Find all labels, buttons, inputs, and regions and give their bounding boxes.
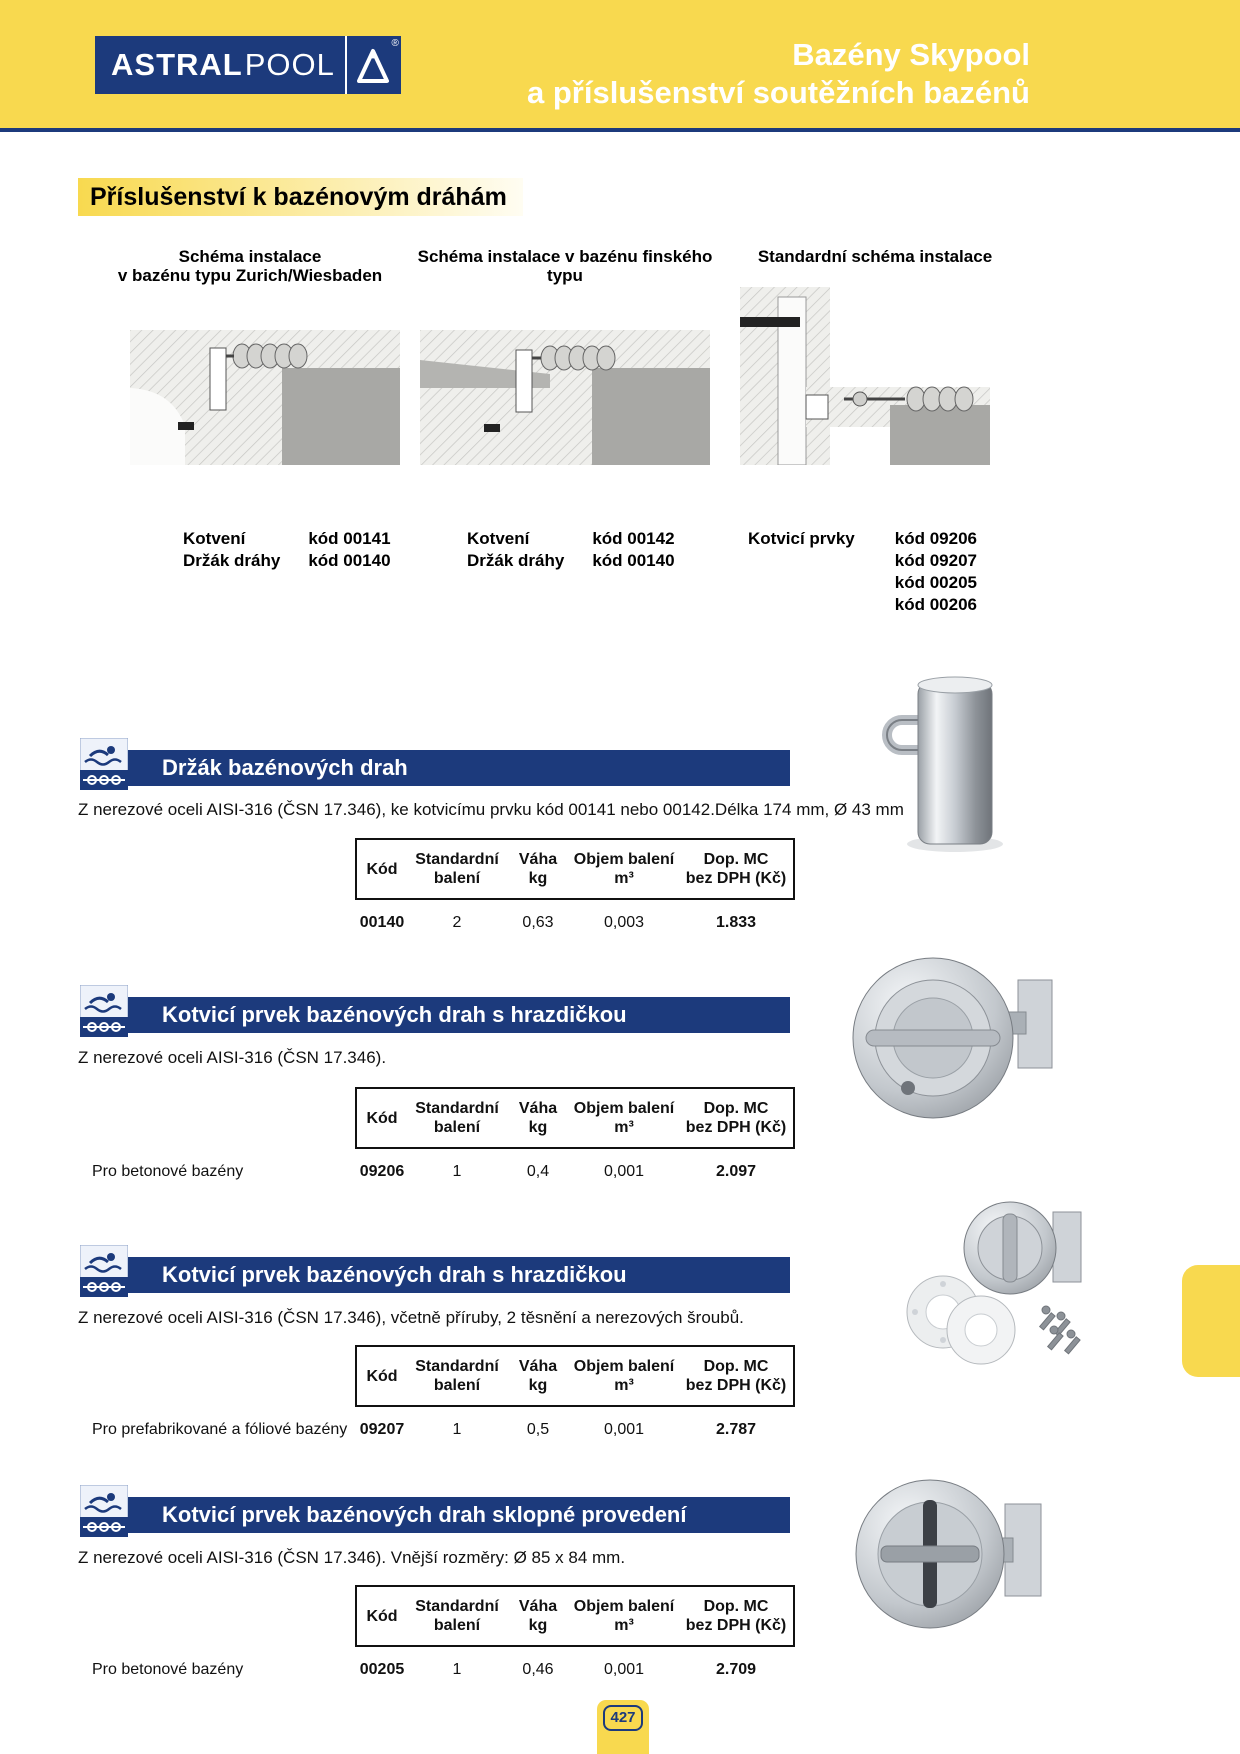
col-header-cena: Dop. MC bez DPH (Kč) [685,1100,787,1136]
col-header-vaha: Váha kg [518,1100,558,1136]
swimmer-lane-icon [80,1485,128,1537]
product-description-2: Z nerezové oceli AISI-316 (ČSN 17.346). [78,1048,387,1067]
product-table-3 [90,1345,810,1439]
page-title-line2: a příslušenství soutěžních bazénů [526,75,1030,110]
product-header-4 [128,1497,790,1533]
cell-baleni: 1 [452,1661,462,1678]
product-photo-anchor-flange [895,1200,1100,1375]
cell-kod: 00205 [359,1661,405,1678]
cell-cena: 2.709 [715,1661,757,1678]
col-header-cena: Dop. MC bez DPH (Kč) [685,851,787,887]
installation-diagram-finnish [420,330,710,470]
swimmer-lane-icon [80,985,128,1037]
row-label: Pro prefabrikované a fóliové bazény [92,1421,348,1438]
label-code: kód 00142 [592,529,675,548]
page-number: 427 [603,1705,642,1731]
col-header-vaha: Váha kg [518,1358,558,1394]
logo-divider [345,36,347,94]
product-table-4 [90,1585,810,1679]
product-header-2 [128,997,790,1033]
label-code: kód 00205 [894,573,977,592]
cell-baleni: 2 [452,914,462,931]
table-header [355,1345,795,1407]
cell-objem: 0,001 [603,1661,645,1678]
col-header-baleni: Standardní balení [415,1100,499,1136]
product-table-2 [90,1087,810,1181]
col-header-baleni: Standardní balení [415,1358,499,1394]
label-code: kód 00140 [592,551,675,570]
col-header-vaha: Váha kg [518,851,558,887]
product-description-4: Z nerezové oceli AISI-316 (ČSN 17.346). Vnější rozměry: Ø 85 x 84 mm. [78,1548,626,1567]
product-description-3: Z nerezové oceli AISI-316 (ČSN 17.346), včetně příruby, 2 těsnění a nerezových šroubů. [78,1308,744,1327]
header-band [0,0,1240,132]
label-code: kód 09207 [894,551,977,570]
product-photo-anchor-folding [845,1462,1055,1649]
installation-diagram-zurich [130,330,400,470]
label-name: Kotvení [183,529,246,548]
logo-text-pool: POOL [244,47,335,82]
page-title-line1: Bazény Skypool [792,37,1030,72]
schema-caption-3-line1: Standardní schéma instalace [757,247,993,266]
schema-label-3 [748,528,977,616]
logo-text-astral: ASTRAL [111,47,243,82]
label-name: Držák dráhy [183,551,281,570]
schema-caption-1 [110,247,390,285]
table-row [90,1163,810,1181]
cell-kod: 09206 [359,1163,405,1180]
cell-cena: 2.097 [715,1163,757,1180]
label-code: kód 00141 [308,529,391,548]
product-description-1: Z nerezové oceli AISI-316 (ČSN 17.346), ke kotvicímu prvku kód 00141 nebo 00142.Délka 174 mm, Ø 43 mm [78,800,904,819]
row-label: Pro betonové bazény [92,1661,244,1678]
cell-kod: 09207 [359,1421,405,1438]
product-photo-lane-holder [860,672,1015,862]
schema-caption-2 [400,247,730,285]
schema-caption-3 [745,247,1005,266]
cell-vaha: 0,5 [526,1421,550,1438]
label-code: kód 00206 [894,595,977,614]
edge-index-tab [1182,1265,1240,1377]
col-header-baleni: Standardní balení [415,851,499,887]
col-header-objem: Objem balení m³ [573,1358,675,1394]
product-header-3 [128,1257,790,1293]
table-row [90,914,810,932]
swimmer-lane-icon [80,1245,128,1297]
cell-kod: 00140 [359,914,405,931]
label-name: Kotvení [467,529,530,548]
cell-baleni: 1 [452,1163,462,1180]
col-header-kod: Kód [366,1367,398,1385]
astralpool-a-icon [355,43,391,87]
label-code: kód 09206 [894,529,977,548]
swimmer-lane-icon [80,738,128,790]
product-header-1 [128,750,790,786]
cell-cena: 1.833 [715,914,757,931]
registered-mark: ® [391,38,399,49]
table-row [90,1661,810,1679]
col-header-objem: Objem balení m³ [573,1598,675,1634]
cell-vaha: 0,63 [522,914,554,931]
cell-cena: 2.787 [715,1421,757,1438]
section-title-strip [78,178,523,216]
col-header-kod: Kód [366,1607,398,1625]
product-title: Kotvicí prvek bazénových drah s hrazdičkou [162,1002,627,1027]
col-header-cena: Dop. MC bez DPH (Kč) [685,1598,787,1634]
astralpool-logo [95,36,401,94]
product-title: Kotvicí prvek bazénových drah s hrazdičkou [162,1262,627,1287]
cell-objem: 0,001 [603,1163,645,1180]
table-row [90,1421,810,1439]
col-header-objem: Objem balení m³ [573,1100,675,1136]
label-name: Kotvicí prvky [748,529,855,548]
schema-label-1 [183,528,391,572]
col-header-objem: Objem balení m³ [573,851,675,887]
cell-vaha: 0,46 [522,1661,554,1678]
cell-objem: 0,003 [603,914,645,931]
label-name: Držák dráhy [467,551,565,570]
schema-label-2 [467,528,675,572]
col-header-vaha: Váha kg [518,1598,558,1634]
col-header-kod: Kód [366,1109,398,1127]
product-table-1 [90,838,810,932]
label-code: kód 00140 [308,551,391,570]
cell-objem: 0,001 [603,1421,645,1438]
col-header-cena: Dop. MC bez DPH (Kč) [685,1358,787,1394]
page-title [527,36,1030,112]
schema-caption-1-line1: Schéma instalace [178,247,322,266]
col-header-kod: Kód [366,860,398,878]
schema-caption-1-line2: v bazénu typu Zurich/Wiesbaden [117,266,383,285]
product-title: Držák bazénových drah [162,755,408,780]
col-header-baleni: Standardní balení [415,1598,499,1634]
table-header [355,1087,795,1149]
schema-caption-2-line1: Schéma instalace v bazénu finského typu [417,247,713,285]
installation-diagram-standard [740,287,990,470]
page-number-tab [597,1700,649,1754]
section-title: Příslušenství k bazénovým dráhám [90,182,507,211]
product-title: Kotvicí prvek bazénových drah sklopné provedení [162,1502,687,1527]
row-label: Pro betonové bazény [92,1163,244,1180]
product-photo-anchor-concrete [848,952,1063,1129]
cell-vaha: 0,4 [526,1163,550,1180]
cell-baleni: 1 [452,1421,462,1438]
table-header [355,838,795,900]
table-header [355,1585,795,1647]
